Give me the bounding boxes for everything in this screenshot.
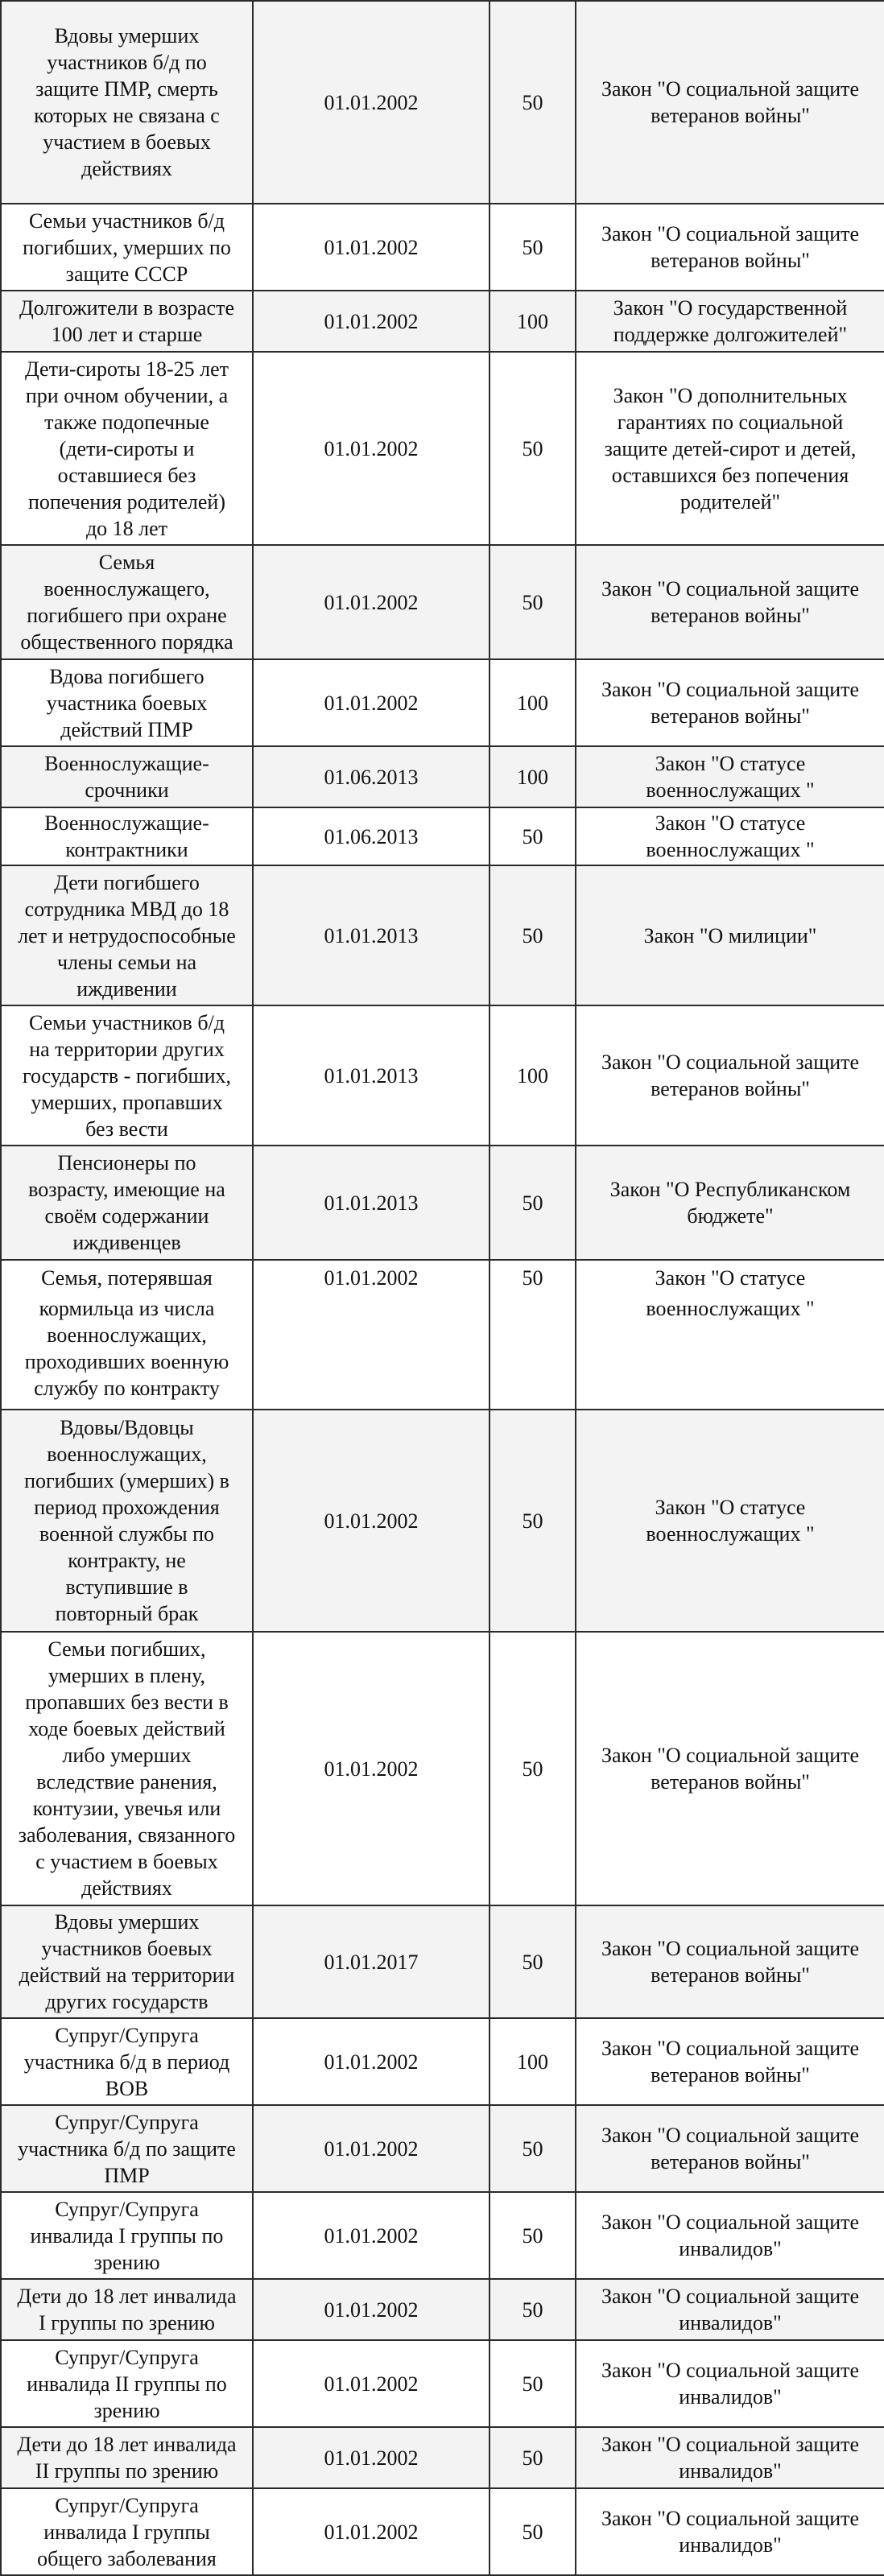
category-cell: Семья военнослужащего, погибшего при охране общественного порядка bbox=[1, 545, 253, 659]
table-row bbox=[1, 352, 884, 545]
table-row bbox=[1, 1632, 884, 1905]
law-cell: Закон "О государственной поддержке долгожителей" bbox=[576, 291, 884, 352]
date-cell: 01.01.2013 bbox=[253, 1005, 490, 1146]
percent-cell: 100 bbox=[490, 746, 576, 807]
percent-cell: 50 bbox=[490, 1905, 576, 2018]
table-row bbox=[1, 2105, 884, 2192]
date-cell: 01.01.2002 bbox=[253, 2427, 490, 2488]
percent-cell: 50 bbox=[490, 807, 576, 865]
date-cell: 01.01.2002 bbox=[253, 1410, 490, 1632]
table-row bbox=[1, 204, 884, 291]
law-cell: Закон "О милиции" bbox=[576, 865, 884, 1005]
table-row bbox=[1, 545, 884, 659]
law-cell: Закон "О статусе военнослужащих " bbox=[576, 807, 884, 865]
law-cell: Закон "О социальной защите ветеранов войны" bbox=[576, 1905, 884, 2018]
table-row bbox=[1, 2488, 884, 2575]
category-cell: Вдова погибшего участника боевых действий ПМР bbox=[1, 659, 253, 746]
category-cell: Семьи участников б/д погибших, умерших по защите СССР bbox=[1, 204, 253, 291]
percent-cell: 50 bbox=[490, 2105, 576, 2192]
date-cell: 01.01.2002 bbox=[253, 659, 490, 746]
category-cell: Военнослужащие- контрактники bbox=[1, 807, 253, 865]
law-cell: Закон "О дополнительных гарантиях по социальной защите детей-сирот и детей, оставшихся без попечения родителей" bbox=[576, 352, 884, 545]
table-row bbox=[1, 865, 884, 1005]
percent-cell: 50 bbox=[490, 204, 576, 291]
table-row bbox=[1, 746, 884, 807]
table-row bbox=[1, 659, 884, 746]
law-cell: Закон "О социальной защите ветеранов войны" bbox=[576, 2105, 884, 2192]
percent-cell: 50 bbox=[490, 1260, 576, 1295]
percent-cell: 50 bbox=[490, 352, 576, 545]
percent-cell: 50 bbox=[490, 1632, 576, 1905]
law-cell: Закон "О социальной защите инвалидов" bbox=[576, 2279, 884, 2340]
table-row bbox=[1, 1905, 884, 2018]
law-cell: Закон "О статусе военнослужащих " bbox=[576, 1410, 884, 1632]
percent-cell: 100 bbox=[490, 2018, 576, 2105]
date-cell: 01.01.2002 bbox=[253, 545, 490, 659]
date-cell: 01.06.2013 bbox=[253, 807, 490, 865]
table-row bbox=[1, 807, 884, 865]
percent-cell: 50 bbox=[490, 2427, 576, 2488]
category-cell: кормильца из числа военнослужащих, проходивших военную службу по контракту bbox=[1, 1295, 253, 1410]
law-cell: Закон "О социальной защите ветеранов войны" bbox=[576, 545, 884, 659]
date-cell: 01.01.2002 bbox=[253, 291, 490, 352]
table-row bbox=[1, 1410, 884, 1632]
percent-cell: 100 bbox=[490, 291, 576, 352]
date-cell: 01.01.2002 bbox=[253, 2018, 490, 2105]
category-cell: Вдовы умерших участников боевых действий на территории других государств bbox=[1, 1905, 253, 2018]
law-cell: Закон "О социальной защите инвалидов" bbox=[576, 2340, 884, 2427]
date-cell: 01.01.2002 bbox=[253, 2192, 490, 2279]
category-cell: Дети погибшего сотрудника МВД до 18 лет и нетрудоспособные члены семьи на иждивении bbox=[1, 865, 253, 1005]
category-cell: Семьи участников б/д на территории других государств - погибших, умерших, пропавших без вести bbox=[1, 1005, 253, 1146]
table-row bbox=[1, 2018, 884, 2105]
law-cell: Закон "О статусе bbox=[576, 1260, 884, 1295]
category-cell: Супруг/Супруга участника б/д в период ВОВ bbox=[1, 2018, 253, 2105]
date-cell: 01.01.2013 bbox=[253, 1146, 490, 1260]
date-cell bbox=[253, 1295, 490, 1410]
law-cell: Закон "О Республиканском бюджете" bbox=[576, 1146, 884, 1260]
category-cell: Супруг/Супруга инвалида I группы общего заболевания bbox=[1, 2488, 253, 2575]
law-cell: Закон "О социальной защите ветеранов войны" bbox=[576, 204, 884, 291]
percent-cell: 50 bbox=[490, 2340, 576, 2427]
date-cell: 01.01.2002 bbox=[253, 352, 490, 545]
table-row bbox=[1, 2192, 884, 2279]
category-cell: Вдовы/Вдовцы военнослужащих, погибших (умерших) в период прохождения военной службы по контракту, не вступившие в повторный брак bbox=[1, 1410, 253, 1632]
category-cell: Военнослужащие- срочники bbox=[1, 746, 253, 807]
category-cell: Дети-сироты 18-25 лет при очном обучении, а также подопечные (дети-сироты и оставшиеся без попечения родителей) до 18 лет bbox=[1, 352, 253, 545]
date-cell: 01.01.2002 bbox=[253, 1260, 490, 1295]
percent-cell: 100 bbox=[490, 1005, 576, 1146]
category-cell: Дети до 18 лет инвалида II группы по зрению bbox=[1, 2427, 253, 2488]
table-row bbox=[1, 2340, 884, 2427]
percent-cell: 50 bbox=[490, 2488, 576, 2575]
table-row bbox=[1, 1005, 884, 1146]
table-row bbox=[1, 1295, 884, 1410]
table-row bbox=[1, 291, 884, 352]
law-cell: Закон "О социальной защите ветеранов войны" bbox=[576, 1005, 884, 1146]
law-cell: Закон "О социальной защите ветеранов войны" bbox=[576, 1632, 884, 1905]
table-row bbox=[1, 2279, 884, 2340]
category-cell: Семьи погибших, умерших в плену, пропавших без вести в ходе боевых действий либо умерших вследствие ранения, контузии, увечья или заболевания, связанного с участием в боевых действиях bbox=[1, 1632, 253, 1905]
category-cell: Супруг/Супруга инвалида I группы по зрению bbox=[1, 2192, 253, 2279]
percent-cell: 50 bbox=[490, 2192, 576, 2279]
date-cell: 01.01.2002 bbox=[253, 2105, 490, 2192]
law-cell: Закон "О статусе военнослужащих " bbox=[576, 746, 884, 807]
percent-cell: 50 bbox=[490, 2279, 576, 2340]
law-cell: военнослужащих " bbox=[576, 1295, 884, 1410]
law-cell: Закон "О социальной защите ветеранов войны" bbox=[576, 2018, 884, 2105]
percent-cell: 50 bbox=[490, 1146, 576, 1260]
category-cell: Долгожители в возрасте 100 лет и старше bbox=[1, 291, 253, 352]
category-cell: Супруг/Супруга участника б/д по защите ПМР bbox=[1, 2105, 253, 2192]
law-cell: Закон "О социальной защите инвалидов" bbox=[576, 2192, 884, 2279]
law-cell: Закон "О социальной защите инвалидов" bbox=[576, 2488, 884, 2575]
percent-cell: 100 bbox=[490, 659, 576, 746]
category-cell: Супруг/Супруга инвалида II группы по зрению bbox=[1, 2340, 253, 2427]
table-row bbox=[1, 1, 884, 204]
date-cell: 01.01.2002 bbox=[253, 2340, 490, 2427]
percent-cell bbox=[490, 1295, 576, 1410]
date-cell: 01.01.2002 bbox=[253, 204, 490, 291]
table-row bbox=[1, 1146, 884, 1260]
category-cell: Вдовы умерших участников б/д по защите ПМР, смерть которых не связана с участием в боевых действиях bbox=[1, 1, 253, 204]
law-cell: Закон "О социальной защите ветеранов войны" bbox=[576, 659, 884, 746]
table-row bbox=[1, 2427, 884, 2488]
percent-cell: 50 bbox=[490, 865, 576, 1005]
percent-cell: 50 bbox=[490, 1410, 576, 1632]
date-cell: 01.01.2013 bbox=[253, 865, 490, 1005]
date-cell: 01.06.2013 bbox=[253, 746, 490, 807]
date-cell: 01.01.2002 bbox=[253, 2279, 490, 2340]
category-cell: Пенсионеры по возрасту, имеющие на своём содержании иждивенцев bbox=[1, 1146, 253, 1260]
percent-cell: 50 bbox=[490, 545, 576, 659]
law-cell: Закон "О социальной защите ветеранов войны" bbox=[576, 1, 884, 204]
category-cell: Семья, потерявшая bbox=[1, 1260, 253, 1295]
date-cell: 01.01.2002 bbox=[253, 1632, 490, 1905]
percent-cell: 50 bbox=[490, 1, 576, 204]
date-cell: 01.01.2002 bbox=[253, 2488, 490, 2575]
category-cell: Дети до 18 лет инвалида I группы по зрению bbox=[1, 2279, 253, 2340]
date-cell: 01.01.2017 bbox=[253, 1905, 490, 2018]
table-row bbox=[1, 1260, 884, 1295]
date-cell: 01.01.2002 bbox=[253, 1, 490, 204]
law-cell: Закон "О социальной защите инвалидов" bbox=[576, 2427, 884, 2488]
